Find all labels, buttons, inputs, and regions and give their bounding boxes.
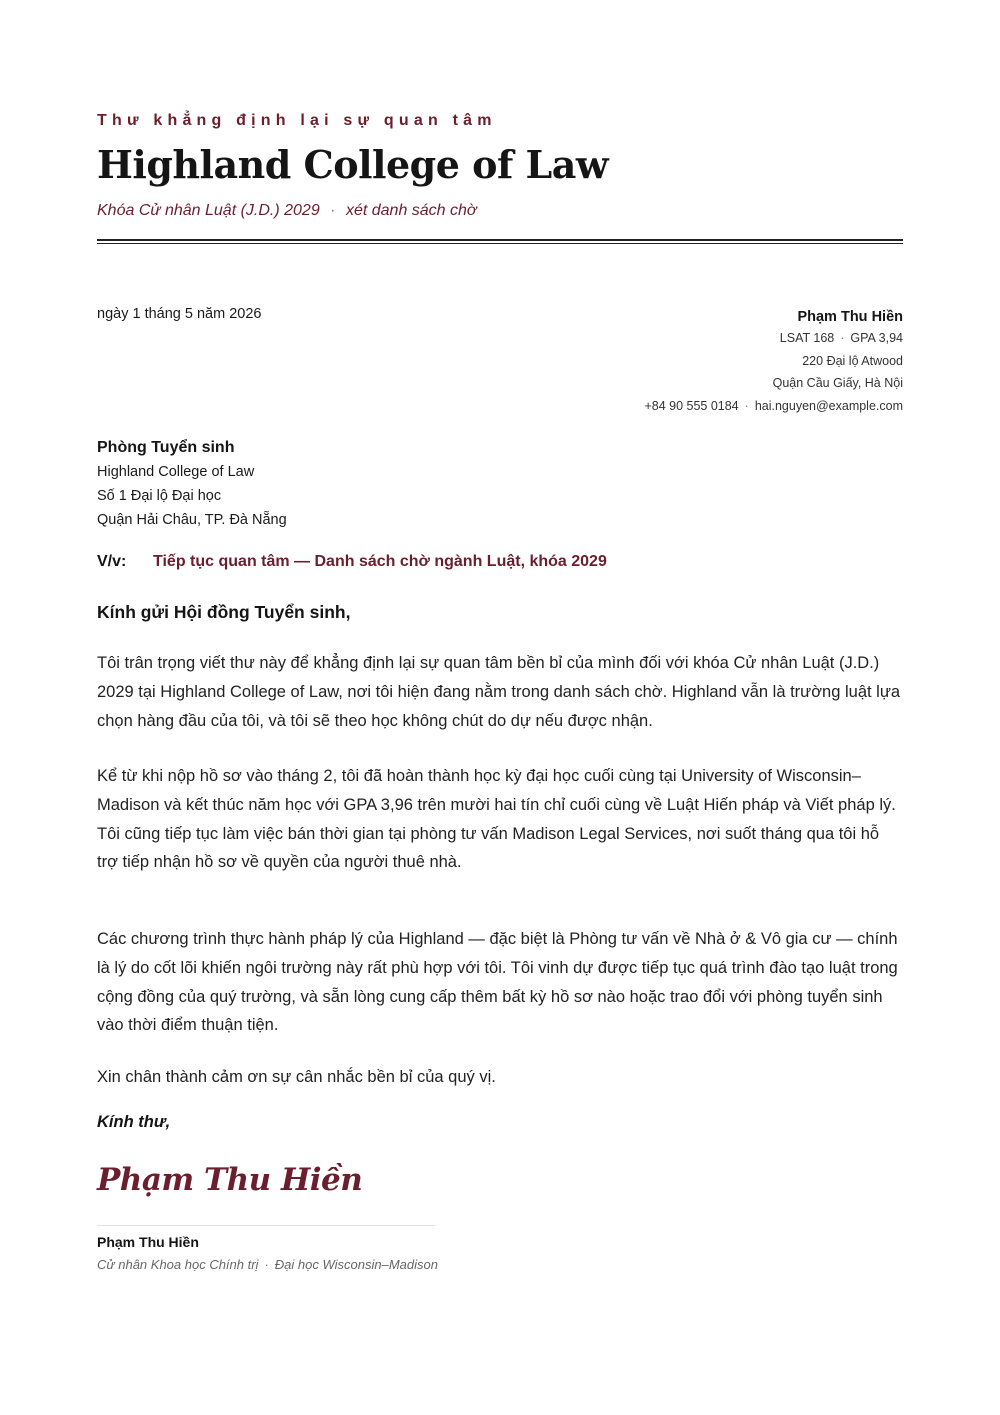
- header-rule-thick: [97, 239, 903, 241]
- signature-rule: [97, 1225, 435, 1226]
- recipient-line2: Số 1 Đại lộ Đại học: [97, 488, 222, 504]
- body-paragraph-4: Xin chân thành cảm ơn sự cân nhắc bền bỉ của quý vị.: [97, 1068, 496, 1086]
- recipient-line1: Highland College of Law: [97, 464, 255, 480]
- signature-name: Phạm Thu Hiền: [97, 1234, 199, 1250]
- sender-lsat: LSAT 168: [779, 331, 835, 345]
- signature-credentials: [97, 1257, 438, 1272]
- subject-line: [97, 553, 607, 571]
- body-paragraph-3: Các chương trình thực hành pháp lý của Highland — đặc biệt là Phòng tư vấn về Nhà ở & Vô gia cư — chính là lý do cốt lõi khiến ngôi trường này rất phù hợp với tôi. Tôi vinh dự được tiếp tục quá trình đào tạo luật trong cộng đồng của quý trường, và sẵn lòng cung cấp thêm bất kỳ hồ sơ nào hoặc trao đổi với phòng tuyển sinh vào thời điểm thuận tiện.: [97, 930, 898, 1035]
- sender-gpa: GPA 3,94: [850, 331, 903, 345]
- sender-address-line2: Quận Cầu Giấy, Hà Nội: [772, 376, 903, 390]
- program-status: xét danh sách chờ: [345, 202, 477, 219]
- letter-date: ngày 1 tháng 5 năm 2026: [97, 306, 262, 322]
- letter-page: [97, 0, 903, 1415]
- signature-school: Đại học Wisconsin–Madison: [274, 1257, 438, 1272]
- sender-address-line1: 220 Đại lộ Atwood: [802, 353, 903, 368]
- college-title: Highland College of Law: [97, 142, 609, 187]
- header-rule-thin: [97, 243, 903, 244]
- program-line: [97, 202, 477, 220]
- separator-dot: ·: [330, 202, 336, 219]
- sender-email: hai.nguyen@example.com: [754, 398, 903, 413]
- recipient-name: Phòng Tuyển sinh: [97, 439, 235, 456]
- body-paragraph-1: Tôi trân trọng viết thư này để khẳng định lại sự quan tâm bền bỉ của mình đối với khóa Cử nhân Luật (J.D.) 2029 tại Highland College of Law, nơi tôi hiện đang nằm trong danh sách chờ. Highland vẫn là trường luật lựa chọn hàng đầu của tôi, và tôi sẽ theo học không chút do dự nếu được nhận.: [97, 654, 901, 730]
- subject-label: V/v:: [97, 553, 127, 570]
- body-paragraph-2: Kể từ khi nộp hồ sơ vào tháng 2, tôi đã hoàn thành học kỳ đại học cuối cùng tại University of Wisconsin–Madison và kết thúc năm học với GPA 3,96 trên mười hai tín chỉ cuối cùng về Luật Hiến pháp và Viết pháp lý. Tôi cũng tiếp tục làm việc bán thời gian tại phòng tư vấn Madison Legal Services, nơi suốt tháng qua tôi hỗ trợ tiếp nhận hồ sơ về quyền của người thuê nhà.: [97, 767, 896, 872]
- separator-dot: ·: [264, 1257, 269, 1272]
- recipient-line3: Quận Hải Châu, TP. Đà Nẵng: [97, 512, 287, 528]
- recipient-block: [97, 436, 287, 532]
- closing: Kính thư,: [97, 1113, 171, 1131]
- signature-degree: Cử nhân Khoa học Chính trị: [97, 1257, 259, 1272]
- subject-text: Tiếp tục quan tâm — Danh sách chờ ngành Luật, khóa 2029: [153, 553, 607, 570]
- separator-dot: ·: [840, 331, 845, 345]
- sender-name: Phạm Thu Hiền: [797, 309, 903, 325]
- sender-block: [644, 307, 903, 417]
- sender-contact: [644, 395, 903, 418]
- separator-dot: ·: [744, 398, 749, 413]
- program-name: Khóa Cử nhân Luật (J.D.) 2029: [97, 202, 320, 219]
- sender-phone: +84 90 555 0184: [644, 398, 739, 413]
- salutation: Kính gửi Hội đồng Tuyển sinh,: [97, 602, 351, 622]
- handwritten-signature: Phạm Thu Hiền: [97, 1162, 363, 1198]
- letter-kicker: Thư khẳng định lại sự quan tâm: [97, 112, 497, 129]
- sender-scores: [644, 327, 903, 350]
